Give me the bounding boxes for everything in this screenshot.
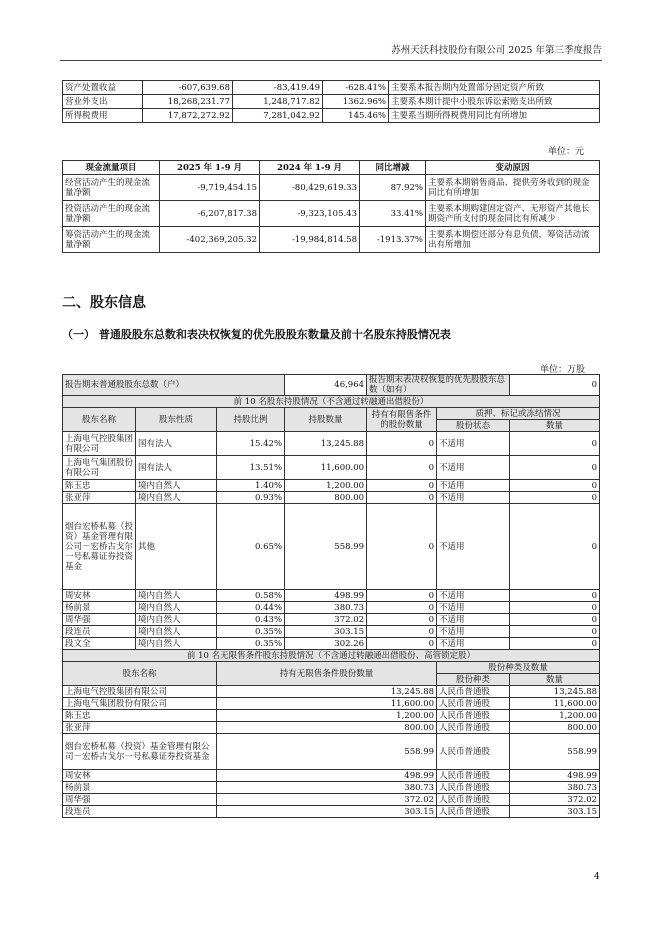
unrestricted-row xyxy=(63,698,600,710)
page-number: 4 xyxy=(594,872,600,882)
unrestricted-caption: 前 10 名无限售条件股东持股情况（不含通过转融通出借股份、高管锁定股） xyxy=(63,650,600,662)
unres-qty: 13,245.88 xyxy=(217,686,437,698)
unres-name: 上海电气集团股份有限公司 xyxy=(63,698,217,710)
unres-kind: 人民币普通股 xyxy=(437,734,510,770)
shareholder-row xyxy=(63,480,600,492)
unit-label-yuan: 单位：元 xyxy=(548,147,585,157)
unres-name: 杨前景 xyxy=(63,782,217,794)
shareholder-status: 不适用 xyxy=(437,590,510,602)
unres-count: 558.99 xyxy=(510,734,600,770)
shareholder-name: 段连员 xyxy=(63,626,136,638)
pref-holders-value: 0 xyxy=(510,375,600,396)
shareholder-ratio: 0.35% xyxy=(217,626,285,638)
unres-qty: 498.99 xyxy=(217,770,437,782)
cashflow-item: 经营活动产生的现金流量净额 xyxy=(63,175,160,201)
shareholder-restricted: 0 xyxy=(367,504,437,590)
shareholder-ratio: 0.44% xyxy=(217,602,285,614)
cashflow-item: 投资活动产生的现金流量净额 xyxy=(63,201,160,227)
unres-kind: 人民币普通股 xyxy=(437,782,510,794)
top10-caption: 前 10 名股东持股情况（不含通过转融通出借股份） xyxy=(63,396,600,408)
value-current: -607,639.68 xyxy=(143,81,233,95)
header-name: 股东名称 xyxy=(63,408,136,432)
unres-qty: 303.15 xyxy=(217,806,437,818)
change-reason: 主要系本期计提中小股东诉讼索赔支出所致 xyxy=(389,95,600,109)
pref-holders-label: 报告期末表决权恢复的优先股股东总数（如有） xyxy=(367,375,510,396)
shareholder-restricted: 0 xyxy=(367,614,437,626)
shareholder-ratio: 0.93% xyxy=(217,492,285,504)
shareholder-ratio: 0.43% xyxy=(217,614,285,626)
shareholder-ratio: 0.58% xyxy=(217,590,285,602)
unres-name: 段连员 xyxy=(63,806,217,818)
total-holders-value: 46,964 xyxy=(285,375,367,396)
unres-header-qty: 持有无限售条件股份数量 xyxy=(217,662,437,686)
shareholder-ratio: 0.65% xyxy=(217,504,285,590)
value-prior: -83,419.49 xyxy=(233,81,323,95)
shareholder-restricted: 0 xyxy=(367,480,437,492)
value-current: 17,872,272.92 xyxy=(143,109,233,123)
report-title: 苏州天沃科技股份有限公司 2025 年第三季度报告 xyxy=(391,45,602,56)
change-reason: 主要系本报告期内处置部分固定资产所致 xyxy=(389,81,600,95)
shareholder-restricted: 0 xyxy=(367,432,437,456)
unres-kind: 人民币普通股 xyxy=(437,698,510,710)
value-prior: 1,248,717.82 xyxy=(233,95,323,109)
unres-qty: 1,200.00 xyxy=(217,710,437,722)
header-ratio: 持股比例 xyxy=(217,408,285,432)
shareholder-status: 不适用 xyxy=(437,626,510,638)
shareholder-nature: 境内自然人 xyxy=(136,602,217,614)
summary-row xyxy=(63,375,600,396)
cashflow-header-2025: 2025 年 1-9 月 xyxy=(160,161,260,175)
shareholder-restricted: 0 xyxy=(367,590,437,602)
unres-qty: 380.73 xyxy=(217,782,437,794)
profit-items-table xyxy=(62,80,600,123)
shareholder-count: 0 xyxy=(510,614,600,626)
unres-qty: 558.99 xyxy=(217,734,437,770)
change-pct: 1362.96% xyxy=(323,95,389,109)
unres-count: 498.99 xyxy=(510,770,600,782)
unrestricted-row xyxy=(63,770,600,782)
shareholder-restricted: 0 xyxy=(367,626,437,638)
shareholder-restricted: 0 xyxy=(367,602,437,614)
shareholders-table xyxy=(62,374,600,818)
header-qty: 持股数量 xyxy=(285,408,367,432)
unres-kind: 人民币普通股 xyxy=(437,770,510,782)
cashflow-change: 33.41% xyxy=(360,201,426,227)
change-reason: 主要系当期所得税费用同比有所增加 xyxy=(389,109,600,123)
header-pledge: 质押、标记或冻结情况 xyxy=(437,408,600,420)
shareholder-nature: 其他 xyxy=(136,504,217,590)
cashflow-header-2024: 2024 年 1-9 月 xyxy=(260,161,360,175)
shareholders-body xyxy=(63,375,600,818)
shareholder-status: 不适用 xyxy=(437,638,510,650)
cashflow-2025: -402,369,205.32 xyxy=(160,227,260,253)
cashflow-item: 筹资活动产生的现金流量净额 xyxy=(63,227,160,253)
unrestricted-row xyxy=(63,806,600,818)
shareholder-ratio: 15.42% xyxy=(217,432,285,456)
unres-kind: 人民币普通股 xyxy=(437,794,510,806)
header-row xyxy=(63,408,600,420)
shareholder-row xyxy=(63,456,600,480)
shareholder-qty: 1,200.00 xyxy=(285,480,367,492)
profit-item-row xyxy=(63,109,600,123)
shareholder-count: 0 xyxy=(510,590,600,602)
shareholder-row xyxy=(63,590,600,602)
shareholder-count: 0 xyxy=(510,626,600,638)
unrestricted-row xyxy=(63,710,600,722)
cashflow-row xyxy=(63,227,600,253)
cashflow-2025: -6,207,817.38 xyxy=(160,201,260,227)
shareholder-count: 0 xyxy=(510,602,600,614)
cashflow-2024: -19,984,814.58 xyxy=(260,227,360,253)
cashflow-reason: 主要系本期购建固定资产、无形资产其他长期资产所支付的现金同比有所减少 xyxy=(426,201,600,227)
unres-count: 303.15 xyxy=(510,806,600,818)
unres-header-count: 数量 xyxy=(510,674,600,686)
shareholder-ratio: 0.35% xyxy=(217,638,285,650)
shareholder-qty: 303.15 xyxy=(285,626,367,638)
shareholder-qty: 13,245.88 xyxy=(285,432,367,456)
subsection-title: （一） 普通股股东总数和表决权恢复的优先股股东数量及前十名股东持股情况表 xyxy=(62,328,451,341)
shareholder-nature: 境内自然人 xyxy=(136,614,217,626)
unres-kind: 人民币普通股 xyxy=(437,710,510,722)
shareholder-count: 0 xyxy=(510,456,600,480)
shareholder-name: 上海电气集团股份有限公司 xyxy=(63,456,136,480)
unres-qty: 372.02 xyxy=(217,794,437,806)
shareholder-row xyxy=(63,492,600,504)
shareholder-nature: 境内自然人 xyxy=(136,590,217,602)
unrestricted-row xyxy=(63,734,600,770)
caption-row xyxy=(63,396,600,408)
shareholder-qty: 558.99 xyxy=(285,504,367,590)
shareholder-count: 0 xyxy=(510,480,600,492)
header-restricted: 持有有限售条件的股份数量 xyxy=(367,408,437,432)
shareholder-nature: 境内自然人 xyxy=(136,626,217,638)
cashflow-header-change: 同比增减 xyxy=(360,161,426,175)
shareholder-nature: 国有法人 xyxy=(136,432,217,456)
shareholder-status: 不适用 xyxy=(437,602,510,614)
shareholder-status: 不适用 xyxy=(437,432,510,456)
unres-name: 张亚萍 xyxy=(63,722,217,734)
item-name: 所得税费用 xyxy=(63,109,143,123)
unres-name: 周华强 xyxy=(63,794,217,806)
shareholder-name: 上海电气控股集团有限公司 xyxy=(63,432,136,456)
unres-kind: 人民币普通股 xyxy=(437,806,510,818)
shareholder-name: 周安林 xyxy=(63,590,136,602)
shareholder-count: 0 xyxy=(510,492,600,504)
unres-count: 372.02 xyxy=(510,794,600,806)
shareholder-row xyxy=(63,602,600,614)
cashflow-change: -1913.37% xyxy=(360,227,426,253)
shareholder-qty: 498.99 xyxy=(285,590,367,602)
unres-name: 周安林 xyxy=(63,770,217,782)
unres-qty: 11,600.00 xyxy=(217,698,437,710)
unrestricted-row xyxy=(63,686,600,698)
value-prior: 7,281,042.92 xyxy=(233,109,323,123)
shareholder-name: 杨前景 xyxy=(63,602,136,614)
shareholder-row xyxy=(63,614,600,626)
page-header xyxy=(60,44,602,61)
unres-count: 11,600.00 xyxy=(510,698,600,710)
section-title: 二、股东信息 xyxy=(62,295,146,311)
shareholder-name: 张亚萍 xyxy=(63,492,136,504)
shareholder-nature: 境内自然人 xyxy=(136,492,217,504)
cashflow-row xyxy=(63,175,600,201)
unres-count: 800.00 xyxy=(510,722,600,734)
item-name: 资产处置收益 xyxy=(63,81,143,95)
shareholder-row xyxy=(63,626,600,638)
total-holders-label: 报告期末普通股股东总数（户） xyxy=(63,375,285,396)
cashflow-2025: -9,719,454.15 xyxy=(160,175,260,201)
unrestricted-row xyxy=(63,722,600,734)
unres-count: 380.73 xyxy=(510,782,600,794)
unrestricted-row xyxy=(63,794,600,806)
cashflow-reason: 主要系本期销售商品、提供劳务收到的现金同比有所增加 xyxy=(426,175,600,201)
shareholder-nature: 境内自然人 xyxy=(136,638,217,650)
unres-name: 上海电气控股集团有限公司 xyxy=(63,686,217,698)
header-count: 数量 xyxy=(510,420,600,432)
shareholder-count: 0 xyxy=(510,432,600,456)
cashflow-header-item: 现金流量项目 xyxy=(63,161,160,175)
unrestricted-row xyxy=(63,782,600,794)
shareholder-count: 0 xyxy=(510,638,600,650)
shareholder-qty: 800.00 xyxy=(285,492,367,504)
shareholder-restricted: 0 xyxy=(367,638,437,650)
shareholder-row xyxy=(63,504,600,590)
cashflow-2024: -9,323,105.43 xyxy=(260,201,360,227)
header-nature: 股东性质 xyxy=(136,408,217,432)
shareholder-status: 不适用 xyxy=(437,480,510,492)
shareholder-status: 不适用 xyxy=(437,614,510,626)
unres-header-kind: 股份种类 xyxy=(437,674,510,686)
shareholder-ratio: 1.40% xyxy=(217,480,285,492)
value-current: 18,268,231.77 xyxy=(143,95,233,109)
shareholder-nature: 境内自然人 xyxy=(136,480,217,492)
item-name: 营业外支出 xyxy=(63,95,143,109)
shareholder-qty: 380.73 xyxy=(285,602,367,614)
unres-header-kind-group: 股份种类及数量 xyxy=(437,662,600,674)
unres-count: 13,245.88 xyxy=(510,686,600,698)
shareholder-nature: 国有法人 xyxy=(136,456,217,480)
profit-item-row xyxy=(63,95,600,109)
cashflow-body xyxy=(63,175,600,253)
shareholder-status: 不适用 xyxy=(437,456,510,480)
shareholder-qty: 372.02 xyxy=(285,614,367,626)
header-row xyxy=(63,662,600,674)
shareholder-row xyxy=(63,638,600,650)
cashflow-reason: 主要系本期偿还部分有息负债，筹资活动流出有所增加 xyxy=(426,227,600,253)
caption-row xyxy=(63,650,600,662)
unres-name: 烟台宏桥私募（投资）基金管理有限公司－宏桥古戈尔一号私募证券投资基金 xyxy=(63,734,217,770)
change-pct: 145.46% xyxy=(323,109,389,123)
shareholder-row xyxy=(63,432,600,456)
cashflow-table xyxy=(62,160,600,253)
cashflow-header-reason: 变动原因 xyxy=(426,161,600,175)
shareholder-ratio: 13.51% xyxy=(217,456,285,480)
shareholder-status: 不适用 xyxy=(437,504,510,590)
shareholder-count: 0 xyxy=(510,504,600,590)
cashflow-row xyxy=(63,201,600,227)
unres-name: 陈玉忠 xyxy=(63,710,217,722)
shareholder-name: 陈玉忠 xyxy=(63,480,136,492)
change-pct: -628.41% xyxy=(323,81,389,95)
profit-items-body xyxy=(63,81,600,123)
unit-label-wangu: 单位：万股 xyxy=(540,365,586,375)
shareholder-name: 烟台宏桥私募（投资）基金管理有限公司－宏桥古戈尔一号私募证券投资基金 xyxy=(63,504,136,590)
unres-count: 1,200.00 xyxy=(510,710,600,722)
shareholder-qty: 11,600.00 xyxy=(285,456,367,480)
cashflow-2024: -80,429,619.33 xyxy=(260,175,360,201)
unres-qty: 800.00 xyxy=(217,722,437,734)
shareholder-qty: 302.26 xyxy=(285,638,367,650)
unres-kind: 人民币普通股 xyxy=(437,686,510,698)
shareholder-restricted: 0 xyxy=(367,456,437,480)
shareholder-status: 不适用 xyxy=(437,492,510,504)
shareholder-name: 周华强 xyxy=(63,614,136,626)
profit-item-row xyxy=(63,81,600,95)
unres-kind: 人民币普通股 xyxy=(437,722,510,734)
cashflow-change: 87.92% xyxy=(360,175,426,201)
shareholder-restricted: 0 xyxy=(367,492,437,504)
unres-header-name: 股东名称 xyxy=(63,662,217,686)
header-status: 股份状态 xyxy=(437,420,510,432)
shareholder-name: 段文全 xyxy=(63,638,136,650)
